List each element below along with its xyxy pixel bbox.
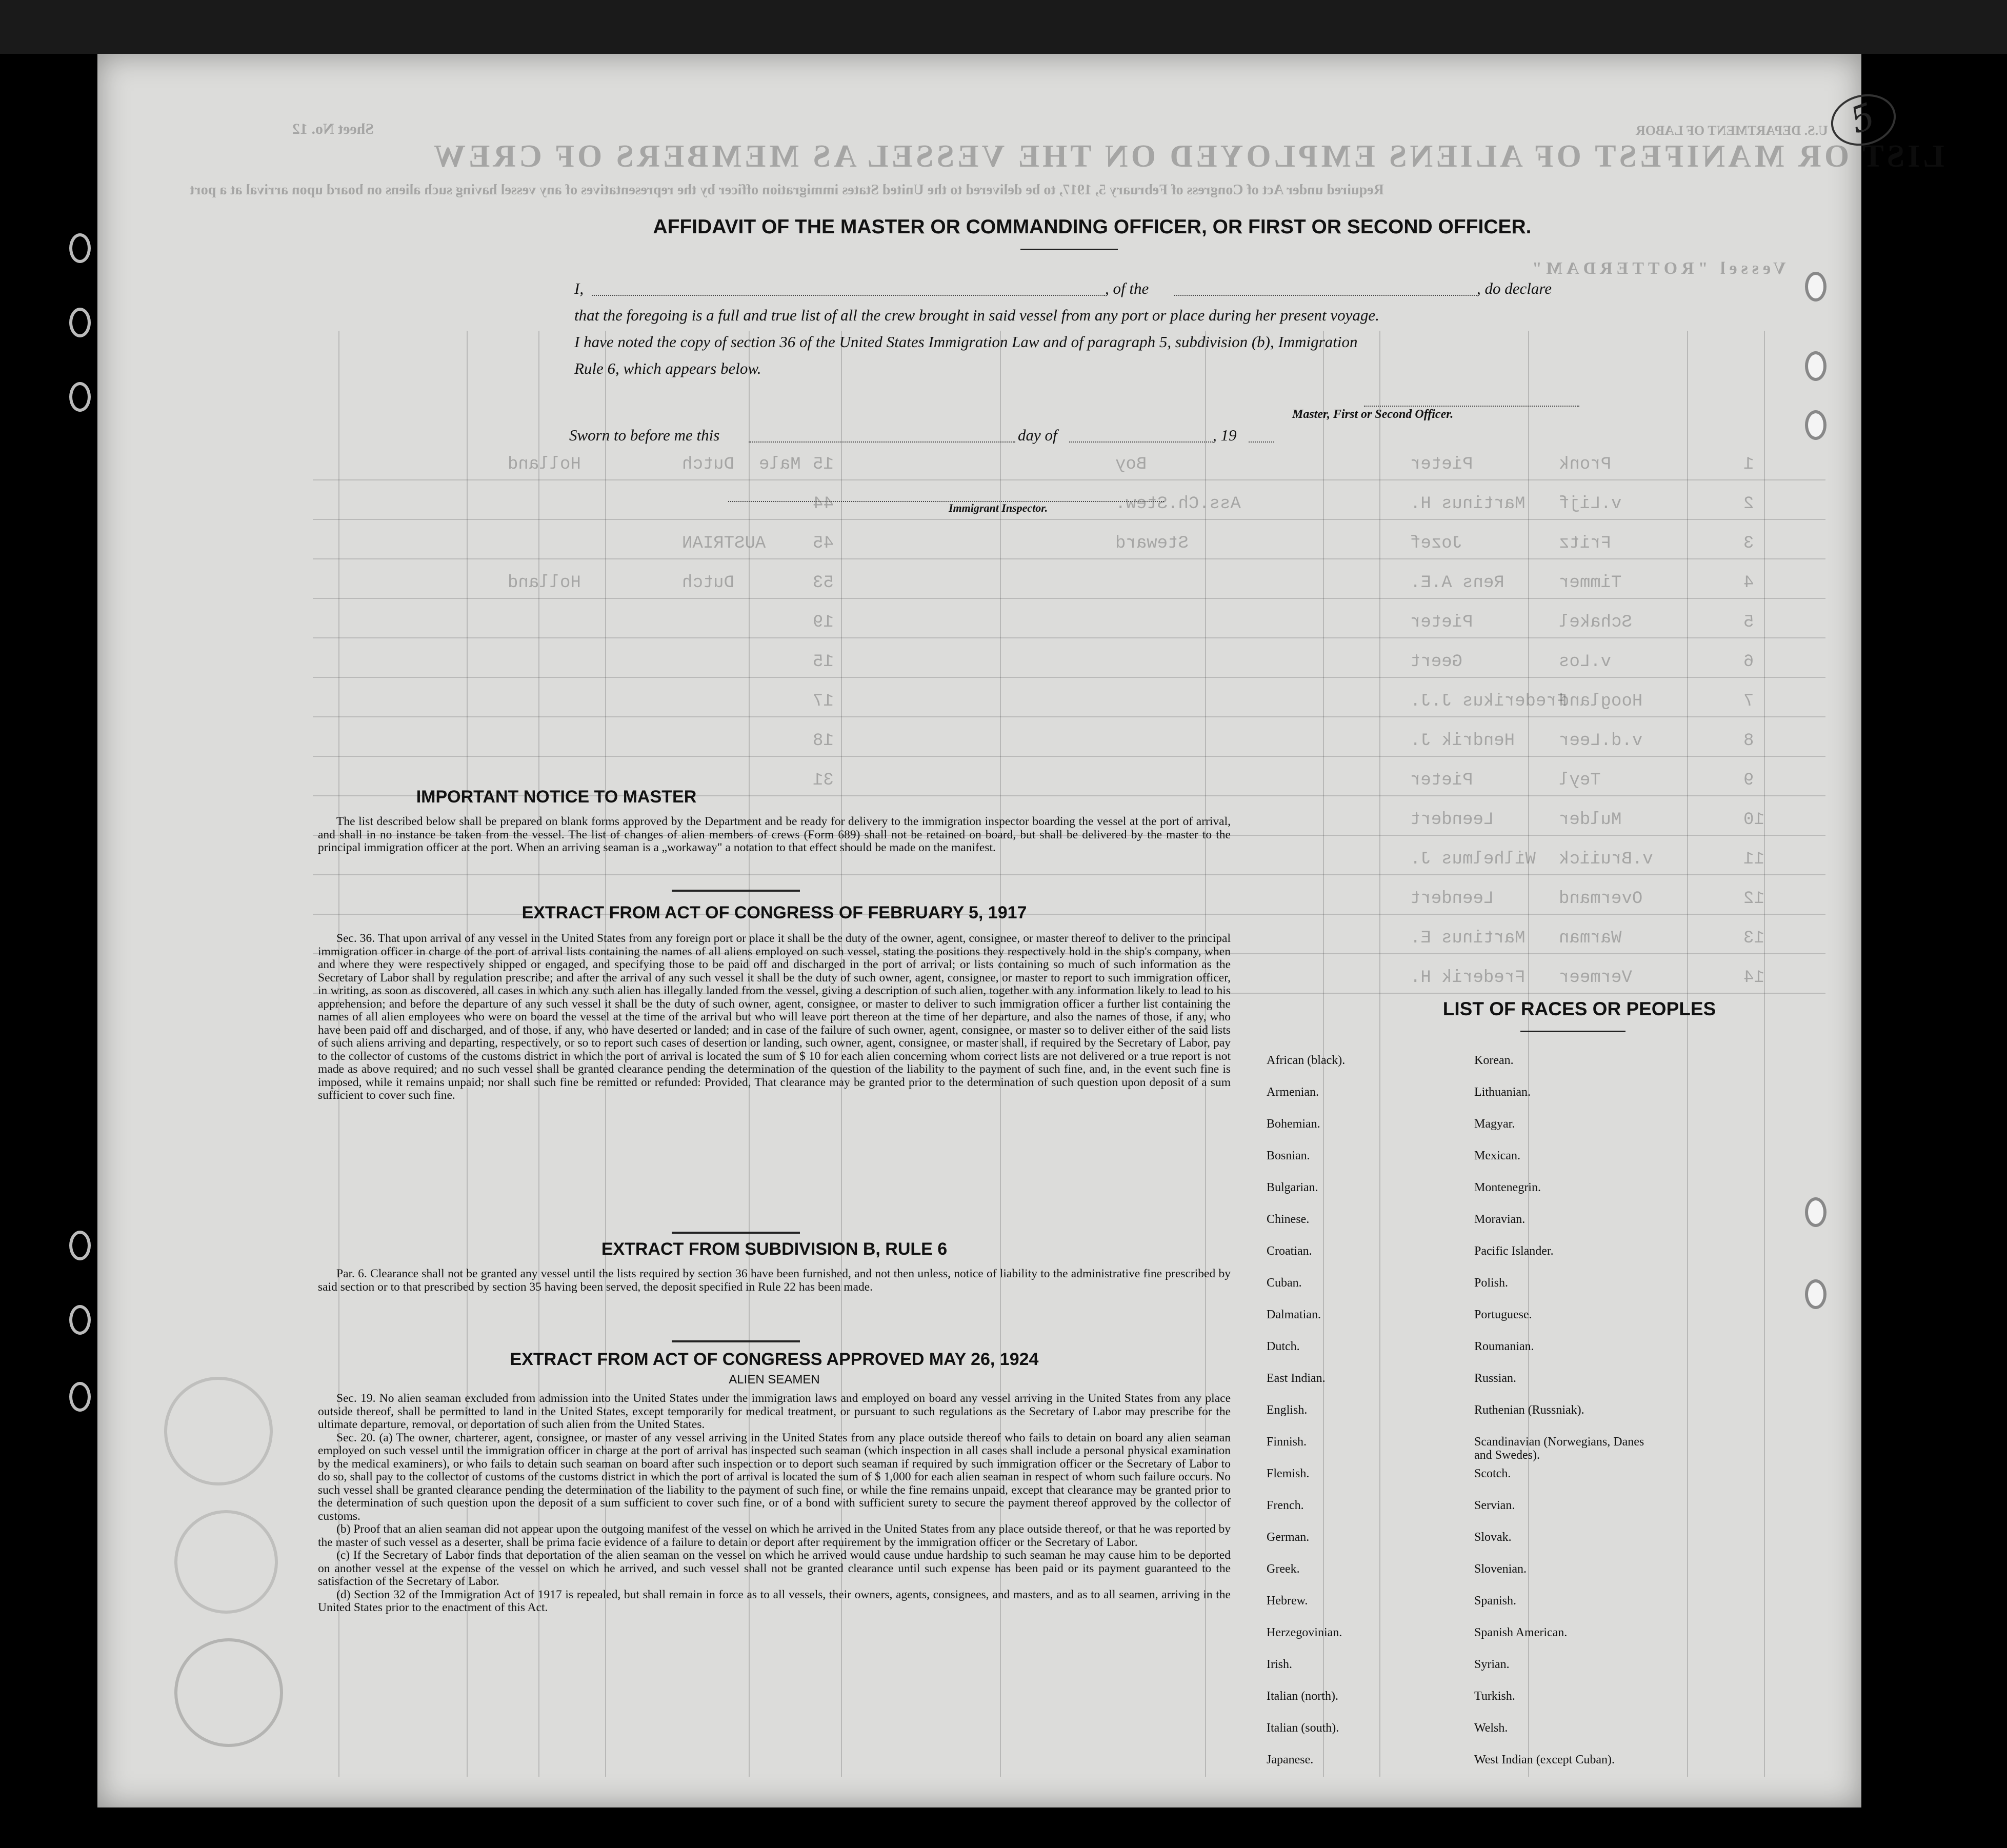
inspector-blank — [728, 501, 1164, 502]
seal-stamp — [174, 1638, 283, 1747]
race-entry: Japanese. — [1267, 1753, 1314, 1766]
race-entry: Croatian. — [1267, 1244, 1312, 1258]
paragraph-6: Par. 6. Clearance shall not be granted any vessel until the lists required by section 36 have been furnished, and not then unless, notice of liability to the administrative fine prescribed by said section or to that prescribed by section 35 having been served, the deposit specified in Rule 22 has been made. — [318, 1267, 1231, 1294]
bleed-cell-race: Dutch — [682, 573, 735, 593]
sworn-year-blank — [1249, 441, 1274, 443]
race-entry: Dutch. — [1267, 1340, 1300, 1353]
extract-1924-title: EXTRACT FROM ACT OF CONGRESS APPROVED MAY 26, 1924 — [510, 1350, 1039, 1369]
race-entry: Chinese. — [1267, 1213, 1310, 1226]
declaration-i: I, — [574, 279, 584, 297]
bleed-row — [313, 725, 1825, 757]
title-rule — [1020, 249, 1118, 250]
bleed-cell-race: AUSTRIAN — [682, 534, 766, 553]
bleed-cell-family: Timmer — [1559, 573, 1622, 593]
bleed-cell-no: 8 — [1743, 731, 1754, 751]
bleed-cell-family: Fritz — [1559, 534, 1612, 553]
race-entry: Spanish. — [1474, 1594, 1517, 1608]
bleed-cell-race: Dutch — [682, 455, 735, 474]
race-entry: Irish. — [1267, 1658, 1292, 1671]
race-entry: Scandinavian (Norwegians, Danes and Swedes). — [1474, 1435, 1644, 1462]
race-entry: Bulgarian. — [1267, 1181, 1318, 1194]
punch-hole — [1805, 410, 1827, 440]
bleed-cell-given: Leendert — [1410, 889, 1494, 909]
bleed-through-department: U.S. DEPARTMENT OF LABOR — [1636, 123, 1828, 138]
binder-hole — [69, 1231, 91, 1260]
race-entry: East Indian. — [1267, 1372, 1326, 1385]
race-entry: English. — [1267, 1403, 1308, 1417]
bleed-cell-age: 15 — [813, 455, 834, 474]
race-entry: Turkish. — [1474, 1690, 1515, 1703]
notice-title: IMPORTANT NOTICE TO MASTER — [416, 787, 697, 807]
bleed-cell-family: v.Bruiick — [1559, 850, 1653, 869]
bleed-row — [313, 567, 1825, 599]
sworn-month-blank — [1069, 441, 1213, 443]
declaration-line-4: Rule 6, which appears below. — [574, 359, 761, 377]
bleed-cell-age: 17 — [813, 692, 834, 711]
bleed-cell-given: Martinus H. — [1410, 494, 1526, 514]
bleed-cell-family: Warman — [1559, 929, 1622, 948]
race-entry: Polish. — [1474, 1276, 1509, 1290]
bleed-cell-position: Boy — [1115, 455, 1147, 474]
bleed-cell-no: 6 — [1743, 652, 1754, 672]
extract-1924-text — [318, 1392, 1231, 1615]
binder-hole — [69, 1305, 91, 1335]
seal-stamp — [164, 1377, 273, 1485]
bleed-cell-no: 2 — [1743, 494, 1754, 514]
punch-hole — [1805, 351, 1827, 381]
race-entry: Armenian. — [1267, 1086, 1319, 1099]
bleed-cell-position: Ass.Ch.Stew. — [1115, 494, 1241, 514]
bleed-cell-given: Frederik H. — [1410, 968, 1526, 988]
race-entry: Italian (north). — [1267, 1690, 1338, 1703]
bleed-cell-no: 9 — [1743, 771, 1754, 790]
race-entry: Cuban. — [1267, 1276, 1302, 1290]
race-entry: Montenegrin. — [1474, 1181, 1541, 1194]
name-blank — [592, 295, 1105, 296]
punch-hole — [1805, 272, 1827, 302]
bleed-cell-age: 44 — [813, 494, 834, 514]
race-entry: Ruthenian (Russniak). — [1474, 1403, 1584, 1417]
bleed-cell-age: 31 — [813, 771, 834, 790]
bleed-cell-family: v.Los — [1559, 652, 1612, 672]
sec-20c-paragraph: (c) If the Secretary of Labor finds that deportation of the alien seaman on the vessel on which he arrived would cause undue hardship to such seaman he may cause him to be deported on another vessel at the expense of the vessel on which he arrived, and such vessel shall not be granted clearance until such expense has been paid or its payment guaranteed to the satisfaction of the Secretary of Labor. — [318, 1549, 1231, 1588]
sec-20a-paragraph: Sec. 20. (a) The owner, charterer, agent, consignee, or master of any vessel arriving in the United States from any place outside thereof who fails to detain on board any alien seaman employed on such vessel until the immigration officer in charge at the port of arrival has inspected such seaman (which inspection in all cases shall include a personal physical examination by the medical examiners), or who fails to detain such seaman on board after such inspection or to deport such seaman if required by such immigration officer or the Secretary of Labor to do so, shall pay to the collector of customs of the customs district in which the port of arrival is located the sum of $ 1,000 for each alien seaman in respect of whom such failure occurs. No such vessel shall be granted clearance pending the determination of the liability to the payment of such fine, or while the fine remains unpaid, except that clearance may be granted prior to the determination of such question upon the deposit of a sum sufficient to cover such fine, or of a bond with sufficient surety to secure the payment thereof approved by the collector of customs. — [318, 1431, 1231, 1523]
race-entry: Greek. — [1267, 1562, 1300, 1576]
sec-20b-paragraph: (b) Proof that an alien seaman did not appear upon the outgoing manifest of the vessel on which he arrived in the United States from any place outside thereof, or that he was reported by the master of such vessel as a deserter, shall be prima facie evidence of a failure to detain or deport after requirement by the immigration officer or the Secretary of Labor. — [318, 1522, 1231, 1549]
bleed-cell-given: Pieter — [1410, 613, 1473, 632]
bleed-cell-no: 7 — [1743, 692, 1754, 711]
sworn-day-of: day of — [1018, 426, 1057, 444]
immigrant-inspector-label: Immigrant Inspector. — [949, 501, 1048, 514]
race-entry: Syrian. — [1474, 1658, 1510, 1671]
signature-label: Master, First or Second Officer. — [1292, 408, 1454, 421]
bleed-through-required: Required under Act of Congress of February 5, 1917, to be delivered to the United States immigration officer by the representatives of any vessel having such aliens on board upon arrival at a port — [190, 182, 1384, 198]
bleed-cell-age: 19 — [813, 613, 834, 632]
bleed-cell-given: Martinus E. — [1410, 929, 1526, 948]
race-entry: German. — [1267, 1531, 1310, 1544]
bleed-row — [313, 646, 1825, 678]
sec-19-paragraph: Sec. 19. No alien seaman excluded from admission into the United States under the immigration laws and employed on board any vessel arriving in the United States from any place outside thereof, shall be permitted to land in the United States, except temporarily for medical treatment, or pursuant to such regulations as the Secretary of Labor may prescribe for the ultimate departure, removal, or deportation of such alien from the United States. — [318, 1392, 1231, 1431]
bleed-cell-family: v.Lijf — [1559, 494, 1622, 514]
race-entry: Welsh. — [1474, 1721, 1508, 1735]
race-entry: Flemish. — [1267, 1467, 1310, 1480]
bleed-cell-given: Geert — [1410, 652, 1463, 672]
race-entry: Dalmatian. — [1267, 1308, 1321, 1321]
bleed-through-header: LIST OR MANIFEST OF ALIENS EMPLOYED ON THE VESSEL AS MEMBERS OF CREW — [431, 139, 1944, 174]
signature-blank — [1364, 406, 1579, 407]
race-entry: Bohemian. — [1267, 1117, 1320, 1131]
bleed-cell-nationality: Holland — [508, 455, 581, 474]
bleed-cell-age: 18 — [813, 731, 834, 751]
bleed-cell-family: Overmand — [1559, 889, 1643, 909]
declaration-do-declare: , do declare — [1477, 279, 1552, 297]
vessel-blank — [1174, 295, 1477, 296]
sworn-day-blank — [749, 441, 1015, 443]
bleed-cell-given: Hendrik J. — [1410, 731, 1515, 751]
bleed-row — [313, 488, 1825, 520]
race-entry: Mexican. — [1474, 1149, 1520, 1162]
bleed-cell-given: Jozef — [1410, 534, 1463, 553]
bleed-cell-given: Leendert — [1410, 810, 1494, 830]
declaration-line-3: I have noted the copy of section 36 of the United States Immigration Law and of paragraph 5, subdivision (b), Immigration — [574, 333, 1358, 351]
bleed-through-vessel: Vessel "ROTTERDAM" — [1528, 259, 1786, 278]
race-entry: African (black). — [1267, 1054, 1346, 1067]
race-entry: Scotch. — [1474, 1467, 1511, 1480]
race-entry: Bosnian. — [1267, 1149, 1310, 1162]
binder-hole — [69, 1382, 91, 1412]
bleed-cell-age: 45 — [813, 534, 834, 553]
bleed-cell-no: 12 — [1743, 889, 1764, 909]
declaration-line-2: that the foregoing is a full and true list of all the crew brought in said vessel from any port or place during her present voyage. — [574, 306, 1379, 324]
bleed-cell-family: Vermeer — [1559, 968, 1632, 988]
bleed-cell-given: Pieter — [1410, 771, 1473, 790]
section-rule — [672, 1340, 800, 1342]
bleed-row — [313, 686, 1825, 717]
sec-20d-paragraph: (d) Section 32 of the Immigration Act of 1917 is repealed, but shall remain in force as to all vessels, their owners, agents, consignees, and masters, and as to all seamen, arriving in the United States prior to the enactment of this Act. — [318, 1588, 1231, 1614]
bleed-cell-given: Frederikus J.J. — [1410, 692, 1568, 711]
alien-seamen-subtitle: ALIEN SEAMEN — [729, 1373, 820, 1387]
notice-paragraph: The list described below shall be prepared on blank forms approved by the Department and be ready for delivery to the immigration inspector boarding the vessel at the port of arrival, and shall in no instance be taken from the vessel. The list of changes of alien members of crews (Form 689) shall not be retained on board, but shall be delivered by the master to the principal immigration officer at the port. When an arriving seaman is a „workaway" a notation to that effect should be made on the manifest. — [318, 815, 1231, 854]
bleed-cell-family: Teyl — [1559, 771, 1601, 790]
extract-rule6-title: EXTRACT FROM SUBDIVISION B, RULE 6 — [601, 1239, 948, 1259]
race-entry: West Indian (except Cuban). — [1474, 1753, 1615, 1766]
bleed-cell-position: Steward — [1115, 534, 1189, 553]
race-entry: Italian (south). — [1267, 1721, 1339, 1735]
punch-hole — [1805, 1279, 1827, 1309]
bleed-cell-family: Schakel — [1559, 613, 1632, 632]
binder-hole — [69, 233, 91, 263]
bleed-cell-no: 10 — [1743, 810, 1764, 830]
extract-1917-text — [318, 932, 1231, 1102]
section-rule — [672, 1232, 800, 1234]
race-entry: French. — [1267, 1499, 1304, 1512]
section-36-paragraph: Sec. 36. That upon arrival of any vessel in the United States from any foreign port or place it shall be the duty of the owner, agent, consignee, or master thereof to deliver to the principal immigration officer in charge of the port of arrival lists containing the names of all aliens employed on such vessel, stating the positions they respectively hold in the ship's company, when and where they were respectively shipped or engaged, and specifying those to be paid off and discharged in the port of arrival; or lists containing so much of such information as the Secretary of Labor shall by regulation prescribe; and after the arrival of any such vessel it shall be the duty of such owner, agent, consignee, or master to report to such immigration officer, in writing, as soon as discovered, all cases in which any such alien has illegally landed from the vessel, giving a description of such alien, together with any information likely to lead to his apprehension; and before the departure of any such vessel it shall be the duty of such owner, agent, consignee, or master to deliver to such immigration officer a further list containing the names of all alien employees who were on board the vessel at the time of the arrival but who will leave port thereon at the time of her departure, and also the names of those, if any, who have been paid off and discharged, and of those, if any, who have deserted or landed; and in case of the failure of such owner, agent, consignee, or master so to deliver either of the said lists of such aliens arriving and departing, respectively, or so to report such cases of desertion or landing, such owner, agent, consignee, or master shall, if required by the Secretary of Labor, pay to the collector of customs of the customs district in which the port of arrival is located the sum of $ 10 for each alien concerning whom correct lists are not delivered or a true report is not made as above required; and no such vessel shall be granted clearance pending the determination of the question of the liability to the payment of such fine, and, in the event such fine is imposed, while it remains unpaid; nor shall such fine be remitted or refunded: Provided, That clearance may be granted prior to the determination of such question upon deposit of a sum sufficient to cover such fine. — [318, 932, 1231, 1102]
race-entry: Lithuanian. — [1474, 1086, 1531, 1099]
bleed-cell-given: Rens A.E. — [1410, 573, 1504, 593]
bleed-cell-age: 15 — [813, 652, 834, 672]
race-entry: Magyar. — [1474, 1117, 1515, 1131]
bleed-cell-no: 4 — [1743, 573, 1754, 593]
bleed-cell-nationality: Holland — [508, 573, 581, 593]
races-title-rule — [1520, 1031, 1625, 1032]
race-entry: Spanish American. — [1474, 1626, 1568, 1639]
bleed-row — [313, 449, 1825, 480]
declaration-of-the: , of the — [1105, 279, 1149, 297]
punch-hole — [1805, 1197, 1827, 1227]
race-entry: Roumanian. — [1474, 1340, 1534, 1353]
manifest-page — [97, 54, 1944, 1807]
affidavit-title: AFFIDAVIT OF THE MASTER OR COMMANDING OFFICER, OR FIRST OR SECOND OFFICER. — [653, 216, 1532, 238]
binder-hole — [69, 382, 91, 412]
bleed-cell-family: Pronk — [1559, 455, 1612, 474]
sworn-before: Sworn to before me this — [569, 426, 720, 444]
bleed-cell-given: Wilhelmus J. — [1410, 850, 1536, 869]
race-entry: Pacific Islander. — [1474, 1244, 1554, 1258]
bleed-cell-family: v.d.Leer — [1559, 731, 1643, 751]
bleed-cell-no: 11 — [1743, 850, 1764, 869]
bleed-cell-no: 13 — [1743, 929, 1764, 948]
race-entry: Hebrew. — [1267, 1594, 1308, 1608]
race-entry: Korean. — [1474, 1054, 1514, 1067]
race-entry: Slovak. — [1474, 1531, 1512, 1544]
section-rule — [672, 890, 800, 892]
notice-text — [318, 815, 1231, 855]
scan-top-band — [0, 0, 2007, 54]
bleed-cell-family: Mulder — [1559, 810, 1622, 830]
race-entry: Slovenian. — [1474, 1562, 1527, 1576]
bleed-cell-no: 5 — [1743, 613, 1754, 632]
race-entry: Servian. — [1474, 1499, 1515, 1512]
race-entry: Finnish. — [1267, 1435, 1307, 1449]
race-entry: Moravian. — [1474, 1213, 1526, 1226]
bleed-cell-age: 53 — [813, 573, 834, 593]
extract-rule6-text — [318, 1268, 1231, 1294]
bleed-cell-given: Pieter — [1410, 455, 1473, 474]
bleed-cell-no: 3 — [1743, 534, 1754, 553]
bleed-through-sheet: Sheet No. 12 — [292, 120, 374, 137]
bleed-cell-no: 1 — [1743, 455, 1754, 474]
race-entry: Herzegovinian. — [1267, 1626, 1342, 1639]
races-list-title: LIST OF RACES OR PEOPLES — [1442, 998, 1716, 1019]
seal-stamp — [174, 1510, 278, 1614]
bleed-cell-no: 14 — [1743, 968, 1764, 988]
corner-page-mark: 5 — [1844, 94, 1881, 143]
bleed-row — [313, 528, 1825, 559]
bleed-row — [313, 607, 1825, 638]
race-entry: Portuguese. — [1474, 1308, 1532, 1321]
bleed-cell-sex: Male — [759, 455, 801, 474]
bleed-cell-family: Hoogland — [1559, 692, 1643, 711]
sworn-year: , 19 — [1213, 426, 1237, 444]
extract-1917-title: EXTRACT FROM ACT OF CONGRESS OF FEBRUARY 5, 1917 — [521, 903, 1027, 922]
binder-hole — [69, 308, 91, 337]
race-entry: Russian. — [1474, 1372, 1517, 1385]
